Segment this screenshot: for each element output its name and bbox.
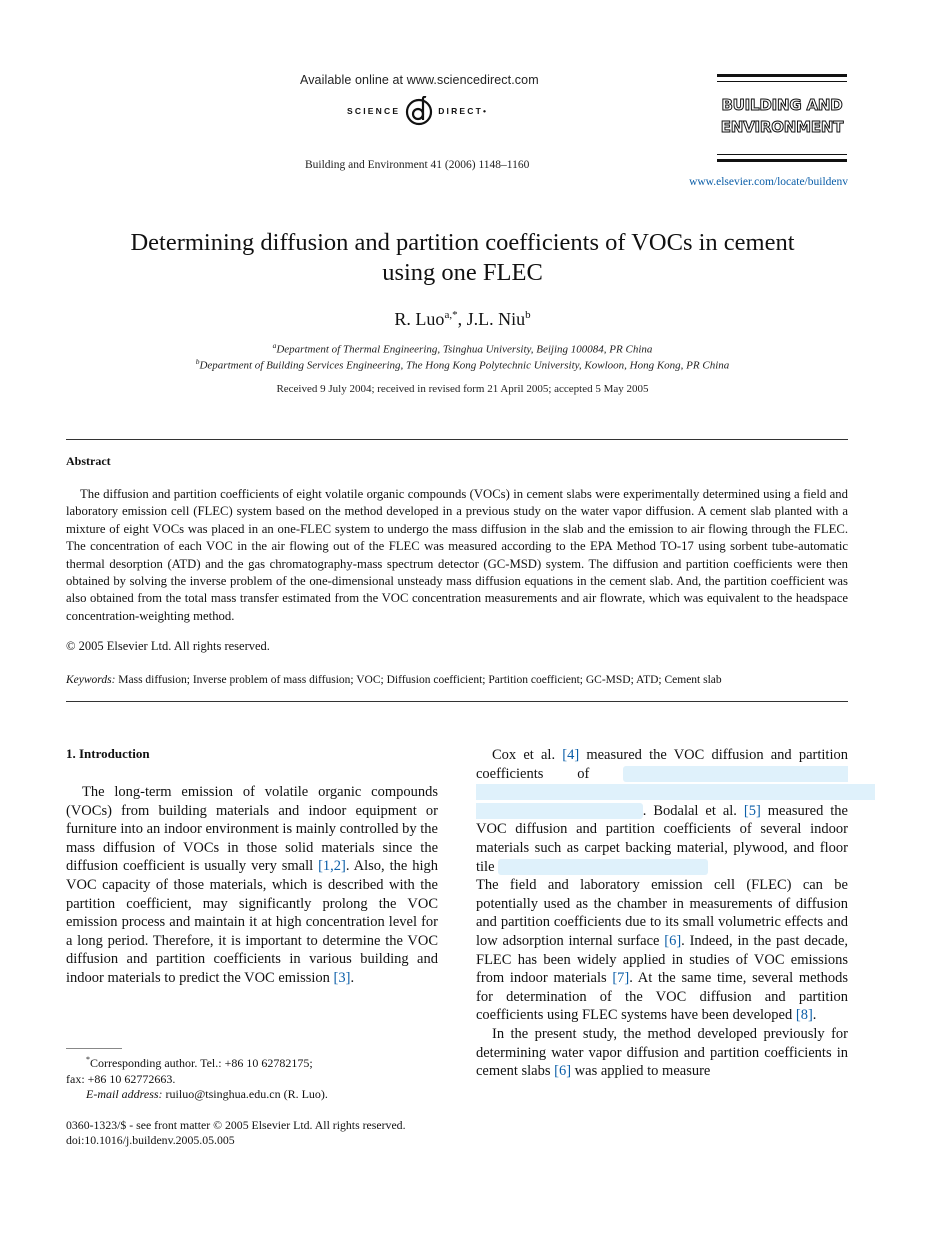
affiliation-b-text: Department of Building Services Engineering, The Hong Kong Polytechnic University, Kowloon, Hong Kong, PR China [199,359,730,372]
affiliation-a [60,341,865,356]
citation-link[interactable]: [7] [612,970,630,987]
intro-right-para3 [476,1025,848,1081]
journal-logo-line2: ENVIRONMENT [720,118,844,136]
direct-mark: • [483,106,489,116]
footnote-line-3 [66,1087,446,1103]
author-1: R. Luo [394,309,445,329]
journal-logo-line1: BUILDING AND [721,96,843,114]
title-line-2: using one FLEC [382,259,543,286]
intro-left-column [66,783,438,988]
abstract-text: The diffusion and partition coefficients of eight volatile organic compounds (VOCs) in cement slabs were experimentally determined using a field and laboratory emission cell (FLEC) system based on the method developed in a previous study on the water vapor diffusion. A cement slab planted with a mixture of eight VOCs was placed in an one-FLEC system to undergo the mass diffusion in the slab and the emission to air flowing through the FLEC. The concentration of each VOC in the air flowing out of the FLEC was measured according to the EPA Method TO-17 using sorbent tube-automatic thermal desorption (ATD) and the gas chromatography-mass spectrum detector (GC-MSD) system. The diffusion and partition coefficients were then obtained by solving the inverse problem of the one-dimensional unsteady mass diffusion equations in the cement slab. And, the partition coefficient was also obtained from the total mass transfer estimated from the VOC concentration measurements and air flowrate, which was equivalent to the headspace concentration-weighting method. [66,487,848,623]
issn-text: 0360-1323/$ - see front matter [66,1118,214,1132]
abstract-heading: Abstract [66,454,111,468]
front-matter [66,1118,406,1148]
journal-logo [717,74,847,170]
copyright-symbol: © [66,639,76,653]
para-text: The field and laboratory emission cell (FLEC) can be potentially used as the chamber in measurements of diffusion and partition coefficients due to its small volumetric effects and low adsorption internal surface [476,877,848,949]
footnote-phone: Corresponding author. Tel.: +86 10 62782175; [90,1056,313,1070]
logo-rule-bottom-thin [717,154,847,155]
footnote-mark: * [86,1055,90,1064]
intro-para1-text-b: . Also, the high VOC capacity of those materials, which is described with the partition coefficient, may significantly prolong the VOC emission process and maintain it at high concentration level for a long period. Therefore, it is important to determine the VOC diffusion and partition coefficients in various building and indoor materials to predict the VOC emission [66,858,438,986]
intro-para1-text-a: The long-term emission of volatile organic compounds (VOCs) from building materials and indoor equipment or furniture into an indoor environment is mainly controlled by the mass diffusion of VOCs in those solid materials since the diffusion coefficient is usually very small [66,784,438,875]
para-text: was applied to measure [571,1063,711,1080]
journal-url-link[interactable]: www.elsevier.com/locate/buildenv [689,176,848,188]
citation-link[interactable]: [4] [562,747,580,763]
received-dates: Received 9 July 2004; received in revised form 21 April 2005; accepted 5 May 2005 [276,383,649,395]
email-address[interactable]: ruiluo@tsinghua.edu.cn (R. Luo). [162,1087,328,1101]
para-text: . Bodalal et al. [642,802,744,819]
keywords-label: Keywords: [66,674,116,686]
citation-link[interactable]: [5] [743,802,761,819]
citation-link[interactable]: [1,2] [318,858,346,875]
science-word: SCIENCE [347,106,401,116]
highlight-redacted: xxxxxxxxxxxxxxxxxxxxxxxxxxxxx [498,858,709,875]
citation-link[interactable]: [8] [795,1007,813,1024]
section-heading-introduction: 1. Introduction [66,746,150,761]
doi-line[interactable]: doi:10.1016/j.buildenv.2005.05.005 [66,1133,235,1147]
para-text: Cox et al. [492,747,563,763]
author-2-affil: b [525,309,531,321]
corresponding-author-link[interactable]: * [452,309,458,321]
abstract-copyright-text: 2005 Elsevier Ltd. All rights reserved. [75,639,270,653]
keywords-list: Mass diffusion; Inverse problem of mass diffusion; VOC; Diffusion coefficient; Partition coefficient; GC-MSD; ATD; Cement slab [115,674,722,686]
affiliation-a-text: Department of Thermal Engineering, Tsinghua University, Beijing 100084, PR China [276,343,653,356]
email-label: E-mail address: [86,1087,163,1101]
logo-rule-top [717,74,847,77]
citation-link[interactable]: [6] [664,932,682,949]
para-text: . Indeed, in the past decade, FLEC has been widely applied in studies of VOC emissions from indoor materials [476,932,849,987]
article-title [60,228,865,288]
keywords [66,674,856,686]
intro-right-para1 [476,746,875,876]
intro-para1-text-c: . [350,969,355,986]
affiliation-a-label: a [272,341,277,350]
para-text: measured the VOC diffusion and partition coefficients of [476,747,848,782]
para-text: In the present study, the method developed previously for determining water vapor diffusion and partition coefficients in cement slabs [476,1025,848,1080]
para-text: measured the VOC diffusion and partition coefficients of several indoor materials such as carpet backing material, plywood, and floor tile [476,802,848,875]
author-2: J.L. Niu [466,309,526,329]
intro-right-column [476,746,875,1081]
footnote-line-1 [66,1052,446,1072]
issn-line [66,1118,406,1133]
abstract-copyright [66,639,270,654]
logo-rule-top-thin [717,81,847,82]
direct-word: DIRECT [438,106,484,116]
sciencedirect-at-icon [404,96,434,126]
affiliation-b-label: b [195,357,200,366]
issn-rights: 2005 Elsevier Ltd. All rights reserved. [222,1118,406,1132]
corresponding-author-footnote [66,1052,446,1103]
title-line-1: Determining diffusion and partition coefficients of VOCs in cement [130,229,795,256]
citation-link[interactable]: [6] [554,1063,572,1080]
copyright-symbol: © [213,1118,223,1132]
citation-link[interactable]: [3] [333,969,351,986]
para-text: . At the same time, several methods for determination of the VOC diffusion and partition coefficients using FLEC systems have been developed [476,970,848,1024]
footnote-rule [66,1048,122,1049]
author-list [60,309,865,330]
para-text: . [812,1007,817,1024]
intro-right-para2 [476,876,848,1025]
logo-rule-bottom [717,159,847,162]
sciencedirect-logo [347,96,488,126]
highlight-redacted: xxxxxxxxxxxxxxxxxxxxxxxxxxxxxxx xxxxxxxxxxxxxxxxxxxxxxxxxxxxxxxxxxxxxxxxxxxxxxxxxxxxxxx xxxxxxxxxxxxxxxxxxxxxxx [476,765,875,819]
author-1-affil: a,* [444,309,458,321]
affiliation-b [60,357,865,372]
journal-citation: Building and Environment 41 (2006) 1148–1160 [305,159,530,171]
footnote-line-2: fax: +86 10 62772663. [66,1071,176,1086]
divider-top [66,439,848,440]
author-separator: , [457,309,467,329]
divider-bottom [66,701,848,702]
sciencedirect-availability: Available online at www.sciencedirect.com [300,73,539,87]
